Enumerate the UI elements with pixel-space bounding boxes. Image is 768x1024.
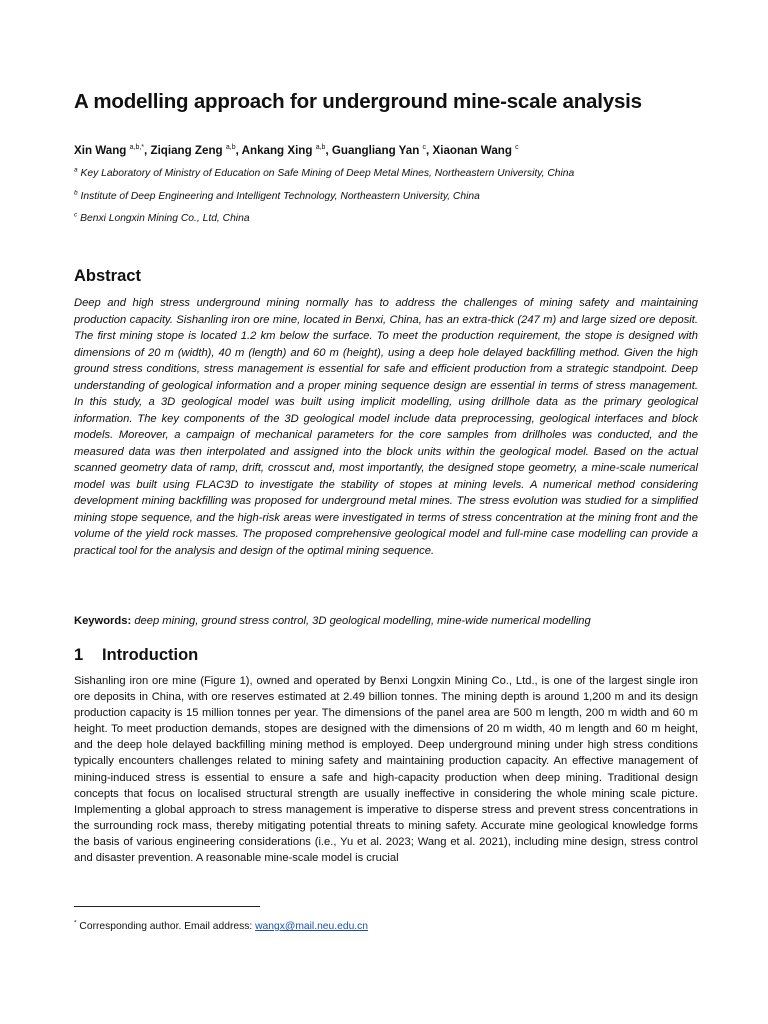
author-affil-mark: c [422, 144, 427, 152]
author-name: Xiaonan Wang [432, 144, 512, 157]
footnote-mark: * [74, 919, 77, 927]
corresponding-email-link[interactable]: wangx@mail.neu.edu.cn [255, 921, 369, 932]
author-affil-mark: a,b [225, 144, 236, 152]
affiliation-text: Institute of Deep Engineering and Intelligent Technology, Northeastern University, China [80, 191, 480, 202]
section-number: 1 [74, 646, 84, 664]
affiliation-text: Benxi Longxin Mining Co., Ltd, China [80, 213, 250, 224]
author-affil-mark: a,b [315, 144, 326, 152]
keywords [74, 613, 698, 629]
affiliation-c [74, 213, 698, 224]
section-title: Introduction [102, 646, 199, 664]
author-list: Xin Wang $^{a,b,*}$, Ziqiang Zeng $^{a,b}$, Ankang Xing $^{a,b}$, Guangliang Yan $^c$, Xiaonan Wang $^c$ [74, 144, 519, 157]
author-name: Ankang Xing [241, 144, 313, 157]
author-name: Ziqiang Zeng [150, 144, 223, 157]
affiliation-mark: a [74, 166, 78, 174]
author-name: Guangliang Yan [331, 144, 420, 157]
keywords-list: deep mining, ground stress control, 3D geological modelling, mine-wide numerical modelling [134, 615, 591, 627]
author-2 [150, 144, 235, 157]
author-3 [242, 144, 326, 157]
affiliation-mark: c [74, 211, 78, 219]
affiliation-text: Key Laboratory of Ministry of Education on Safe Mining of Deep Metal Mines, Northeastern University, China [80, 168, 575, 179]
introduction-body: Sishanling iron ore mine (Figure 1), owned and operated by Benxi Longxin Mining Co., Ltd., is one of the largest single iron ore deposits in China, with ore reserves estimated at 2.49 billion tonnes. The mining depth is around 1,200 m and its design production capacity is 15 million tonnes per year. The dimensions of the panel area are 500 m length, 200 m width and 60 m height. To meet production demands, stopes are designed with the dimensions of 20 m width, 40 m length and 60 m height, and the deep hole delayed backfilling mining method is employed. Deep underground mining under high stress conditions typically encounters challenges related to mining safety and maintaining production capacity. An effective management of mining-induced stress is essential to ensure a safe and high-capacity production when deep mining. Traditional design concepts that focus on localised structural strength are usually ineffective in considering the whole mining scale picture. Implementing a global approach to stress management is imperative to disperse stress and prevent stress concentrations in the surrounding rock mass, thereby mitigating potential threats to mining safety. Accurate mine geological knowledge forms the basis of various engineering considerations (i.e., Yu et al. 2023; Wang et al. 2021), including mine design, stress control and disaster prevention. A reasonable mine-scale model is crucial [74, 675, 698, 865]
abstract-heading: Abstract [74, 267, 141, 285]
affiliation-b [74, 191, 698, 202]
author-4 [332, 144, 426, 157]
author-5 [432, 144, 518, 157]
footnote [74, 921, 698, 932]
section-heading-introduction [74, 646, 198, 665]
footnote-divider [74, 906, 260, 907]
affiliation-mark: b [74, 189, 78, 197]
keywords-label: Keywords: [74, 615, 132, 627]
footnote-text: Corresponding author. Email address: [79, 921, 256, 932]
abstract-body: Deep and high stress underground mining normally has to address the challenges of mining safety and maintaining production capacity. Sishanling iron ore mine, located in Benxi, China, has an extra-thick (247 m) and large sized ore deposit. The first mining stope is located 1.2 km below the surface. To meet the production requirement, the stope is designed with dimensions of 20 m (width), 40 m (length) and 60 m (height), using a deep hole delayed backfilling method. Given the high ground stress conditions, stress management is essential for safe and efficient production from a strategic standpoint. Deep understanding of geological information and a proper mining sequence design are essential in terms of stress management. In this study, a 3D geological model was built using implicit modelling, using drillhole data as the primary geological information. The key components of the 3D geological model include data preprocessing, geological interfaces and block models. Moreover, a campaign of mechanical parameters for the core samples from drillholes was conducted, and the measured data was then interpolated and assigned into the block units within the geological model. Based on the actual scanned geometry data of ramp, drift, crosscut and, most importantly, the designed stope geometry, a mine-scale numerical model was built using FLAC3D to investigate the stability of stopes at mining levels. A numerical method considering development mining backfilling was proposed for underground metal mines. The stress evolution was studied for a simplified mining stope sequence, and the high-risk areas were investigated in terms of stress concentration at the mining front and the volume of the yield rock masses. The proposed comprehensive geological model and full-mine case modelling can provide a practical tool for the analysis and design of the optimal mining sequence. [74, 297, 698, 557]
author-affil-mark: c [515, 144, 519, 152]
affiliation-a [74, 168, 698, 179]
author-name: Xin Wang [74, 144, 127, 157]
author-affil-mark: a,b,* [129, 144, 145, 152]
author-1 [74, 144, 144, 157]
paper-title: A modelling approach for underground mine-scale analysis [74, 90, 642, 113]
